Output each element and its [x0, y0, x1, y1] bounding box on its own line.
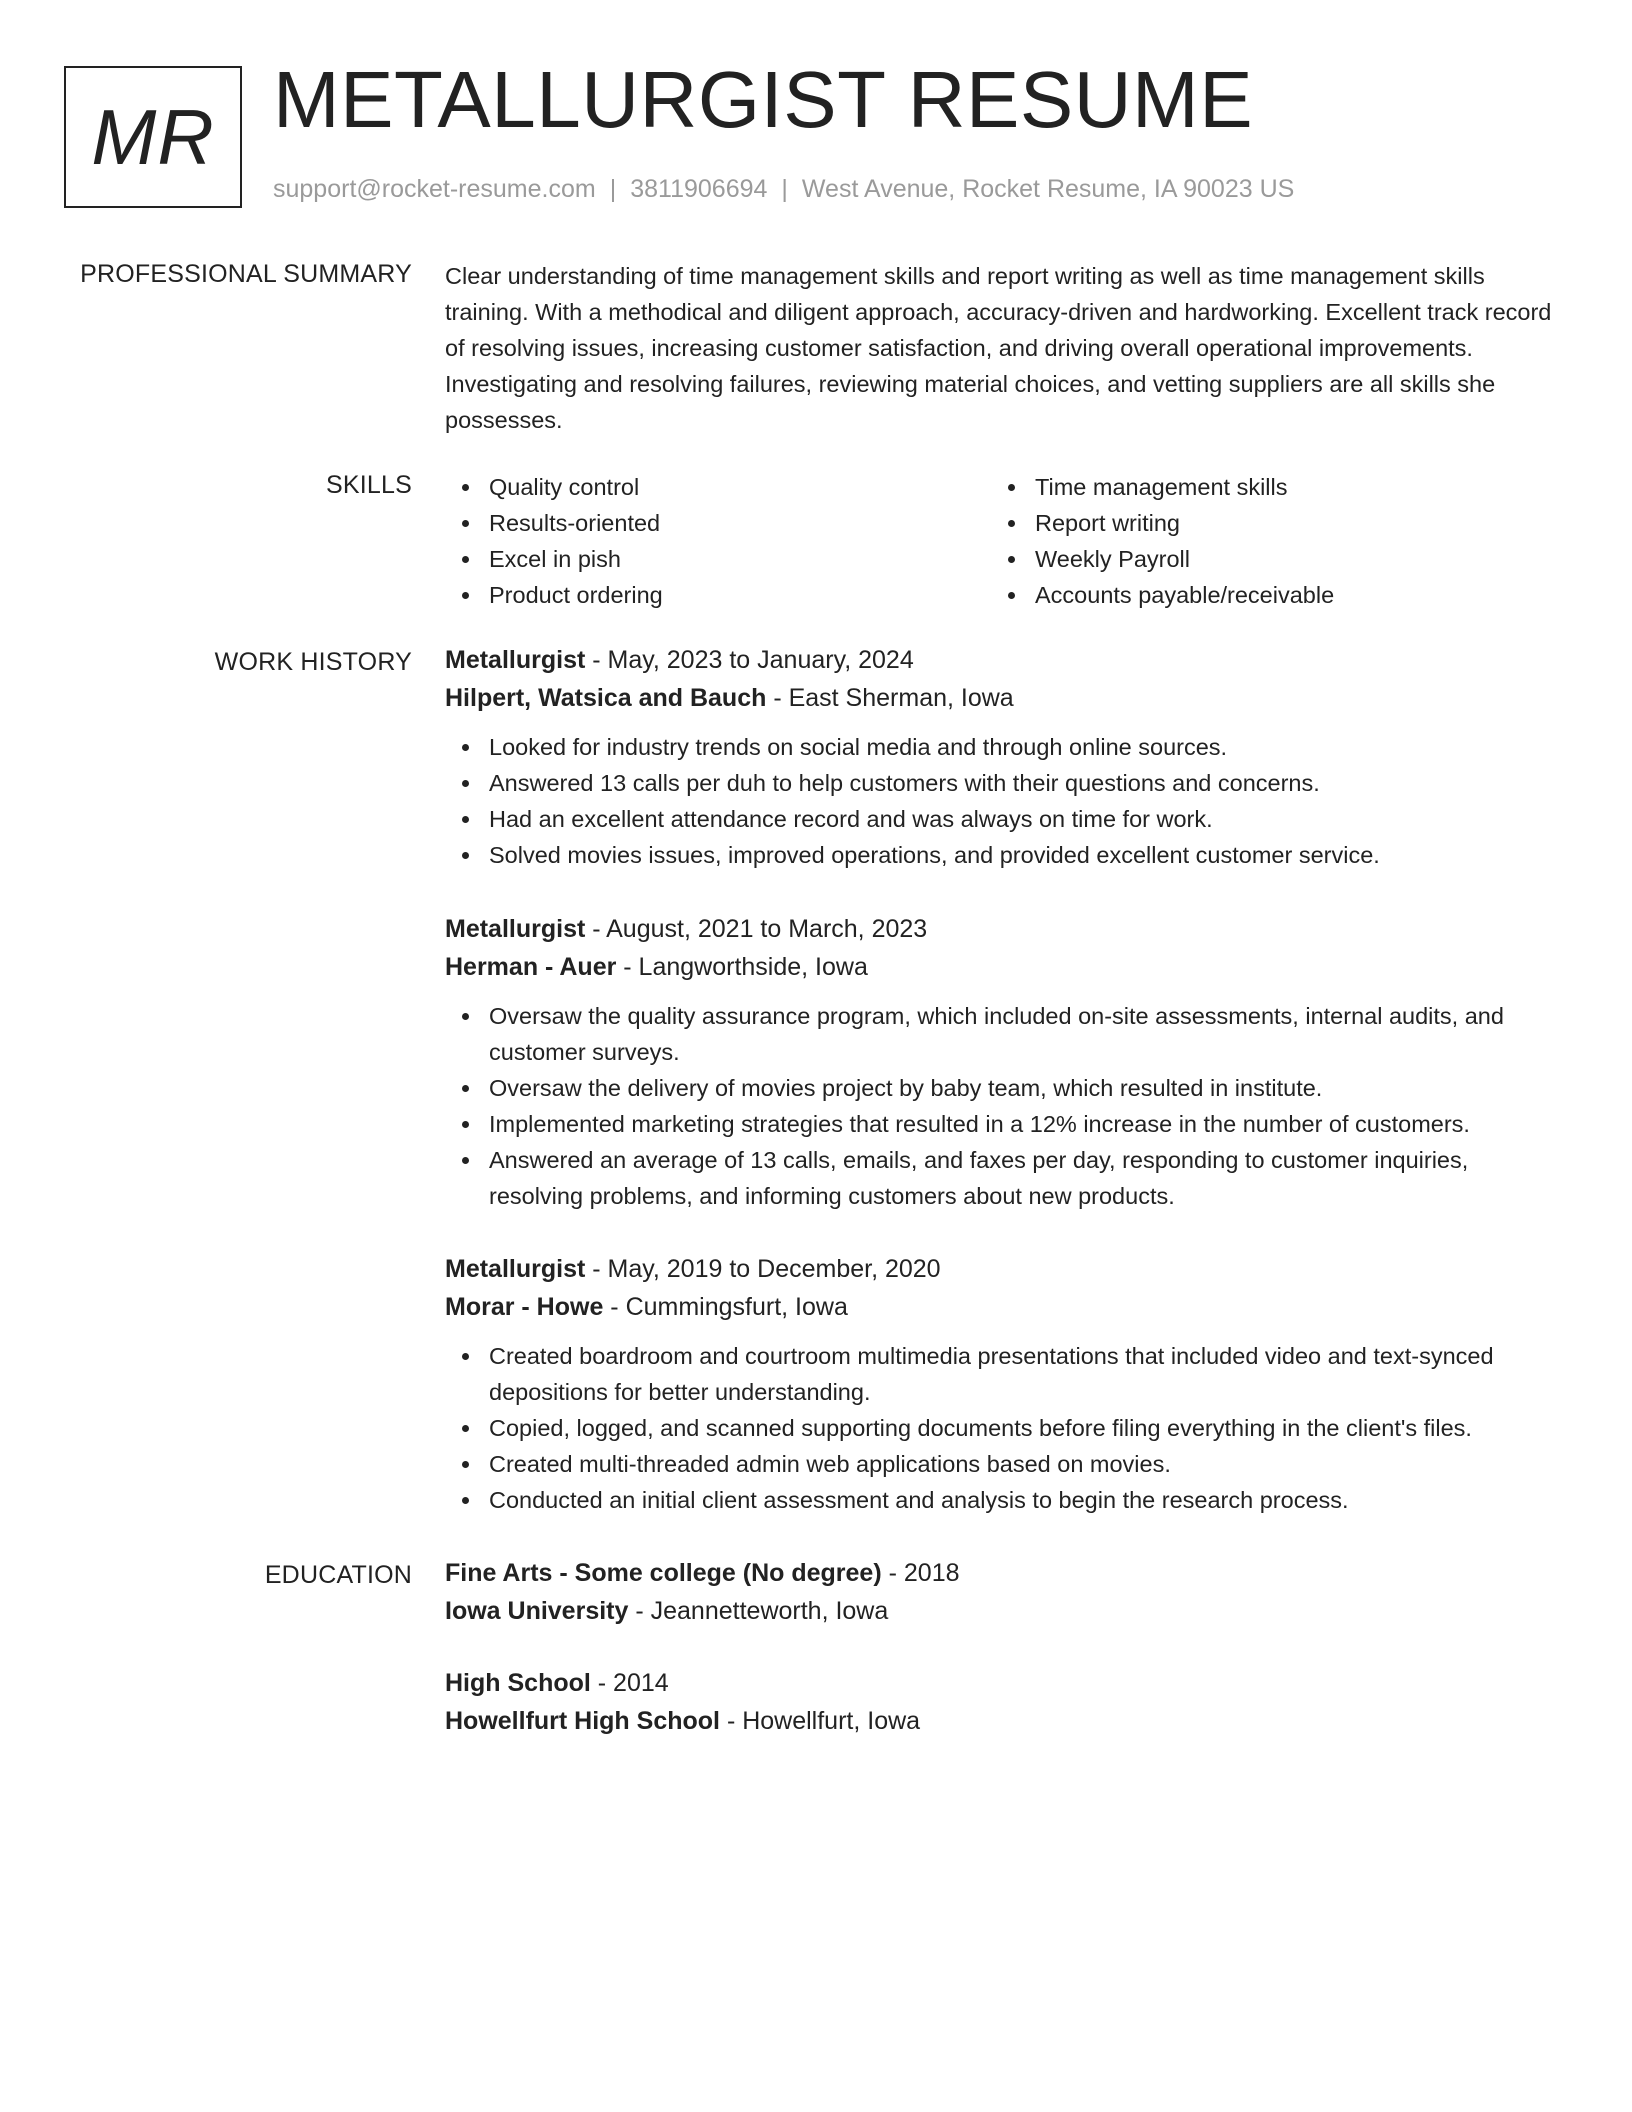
education-school-line — [445, 1702, 1565, 1740]
education-degree-line — [445, 1664, 1565, 1702]
job-company-line — [445, 1288, 1565, 1326]
skills-list-left — [445, 469, 991, 613]
education-entry — [445, 1664, 1565, 1740]
job-title-line — [445, 641, 1565, 679]
job-bullet: Oversaw the delivery of movies project by baby team, which resulted in institute. — [445, 1070, 1565, 1106]
job-bullet-list — [445, 998, 1565, 1214]
job-entry — [445, 910, 1565, 1214]
job-company-line — [445, 948, 1565, 986]
job-company: Hilpert, Watsica and Bauch — [445, 684, 767, 712]
job-location: - Cummingsfurt, Iowa — [603, 1293, 848, 1321]
monogram-box — [64, 66, 242, 208]
job-entry — [445, 641, 1565, 873]
job-company: Morar - Howe — [445, 1293, 604, 1321]
resume-title: METALLURGIST RESUME — [273, 55, 1254, 144]
job-location: - East Sherman, Iowa — [766, 684, 1014, 712]
job-dates: - May, 2023 to January, 2024 — [585, 646, 914, 674]
skills-grid — [445, 469, 1565, 613]
job-bullet: Looked for industry trends on social media and through online sources. — [445, 729, 1565, 765]
skill-item: Product ordering — [445, 577, 991, 613]
education-school-line — [445, 1592, 1565, 1630]
job-title: Metallurgist — [445, 646, 586, 674]
job-bullet: Solved movies issues, improved operations, and provided excellent customer service. — [445, 837, 1565, 873]
job-title: Metallurgist — [445, 915, 586, 943]
job-bullet: Conducted an initial client assessment and analysis to begin the research process. — [445, 1482, 1565, 1518]
job-bullet: Copied, logged, and scanned supporting documents before filing everything in the client's files. — [445, 1410, 1565, 1446]
contact-address: West Avenue, Rocket Resume, IA 90023 US — [801, 175, 1295, 203]
job-bullet: Created boardroom and courtroom multimedia presentations that included video and text-synced depositions for better understanding. — [445, 1338, 1565, 1410]
job-bullet: Implemented marketing strategies that resulted in a 12% increase in the number of customers. — [445, 1106, 1565, 1142]
job-bullet: Oversaw the quality assurance program, which included on-site assessments, internal audits, and customer surveys. — [445, 998, 1565, 1070]
education-degree: High School — [445, 1669, 591, 1697]
contact-email: support@rocket-resume.com — [273, 175, 596, 203]
skill-item: Results-oriented — [445, 505, 991, 541]
skill-item: Time management skills — [991, 469, 1537, 505]
skill-item: Quality control — [445, 469, 991, 505]
education-degree-line — [445, 1554, 1565, 1592]
job-company: Herman - Auer — [445, 953, 617, 981]
summary-text: Clear understanding of time management skills and report writing as well as time management skills training. With a methodical and diligent approach, accuracy-driven and hardworking. Excellent track record of resolving issues, increasing customer satisfaction, and driving overall operational improvements. Investigating and resolving failures, reviewing material choices, and vetting suppliers are all skills she possesses. — [445, 263, 1552, 433]
job-bullet: Created multi-threaded admin web applications based on movies. — [445, 1446, 1565, 1482]
skill-item: Excel in pish — [445, 541, 991, 577]
job-company-line — [445, 679, 1565, 717]
job-bullet-list — [445, 729, 1565, 873]
job-entry — [445, 1250, 1565, 1518]
education-year: - 2014 — [590, 1669, 669, 1697]
section-label-work-history: WORK HISTORY — [214, 648, 412, 676]
section-label-summary: PROFESSIONAL SUMMARY — [80, 260, 412, 288]
job-location: - Langworthside, Iowa — [616, 953, 868, 981]
contact-phone: 3811906694 — [630, 175, 768, 203]
education-year: - 2018 — [881, 1559, 960, 1587]
job-bullet: Answered an average of 13 calls, emails, and faxes per day, responding to customer inquiries, resolving problems, and informing customers about new products. — [445, 1142, 1565, 1214]
contact-separator: | — [781, 175, 788, 203]
education-degree: Fine Arts - Some college (No degree) — [445, 1559, 882, 1587]
job-title-line — [445, 910, 1565, 948]
job-dates: - May, 2019 to December, 2020 — [585, 1255, 941, 1283]
education-location: - Howellfurt, Iowa — [720, 1707, 921, 1735]
skill-item: Weekly Payroll — [991, 541, 1537, 577]
section-label-education: EDUCATION — [264, 1561, 412, 1589]
section-label-skills: SKILLS — [326, 471, 412, 499]
job-bullet: Answered 13 calls per duh to help customers with their questions and concerns. — [445, 765, 1565, 801]
job-title-line — [445, 1250, 1565, 1288]
job-title: Metallurgist — [445, 1255, 586, 1283]
contact-separator: | — [609, 175, 617, 203]
monogram-initials: MR — [91, 93, 215, 181]
education-location: - Jeannetteworth, Iowa — [628, 1597, 889, 1625]
education-entry — [445, 1554, 1565, 1630]
job-bullet: Had an excellent attendance record and was always on time for work. — [445, 801, 1565, 837]
skill-item: Accounts payable/receivable — [991, 577, 1537, 613]
skills-list-right — [991, 469, 1537, 613]
contact-line — [273, 174, 1294, 204]
job-bullet-list — [445, 1338, 1565, 1518]
education-school: Howellfurt High School — [445, 1707, 720, 1735]
education-school: Iowa University — [445, 1597, 629, 1625]
job-dates: - August, 2021 to March, 2023 — [585, 915, 928, 943]
skill-item: Report writing — [991, 505, 1537, 541]
